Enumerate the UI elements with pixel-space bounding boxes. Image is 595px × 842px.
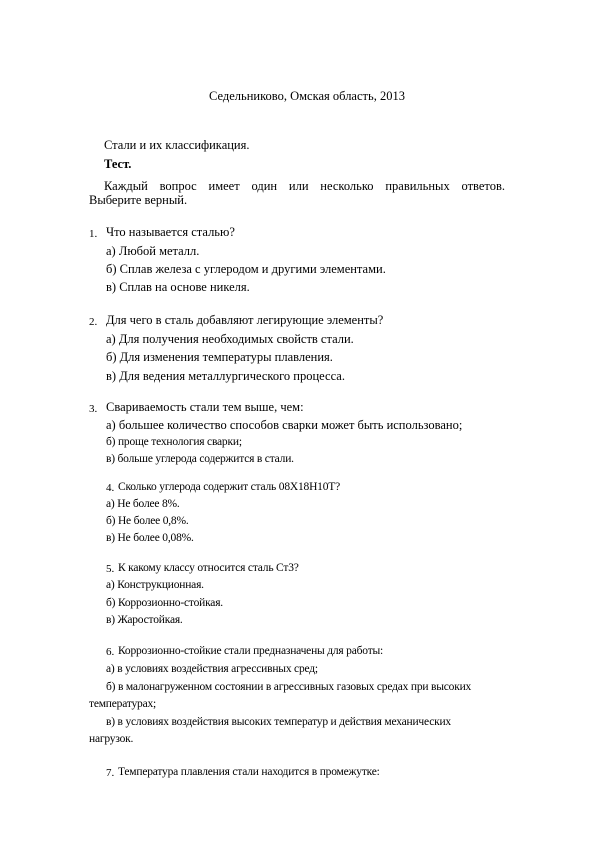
question-2-option-b: б) Для изменения температуры плавления. xyxy=(106,350,333,364)
question-7-number: 7. xyxy=(106,767,115,779)
question-4-option-c: в) Не более 0,08%. xyxy=(106,532,194,544)
instructions-line-1: Каждый вопрос имеет один или несколько правильных ответов. xyxy=(104,179,505,193)
question-2-option-c: в) Для ведения металлургического процесса. xyxy=(106,369,345,383)
question-1-option-c: в) Сплав на основе никеля. xyxy=(106,280,250,294)
question-5-text: К какому классу относится сталь Ст3? xyxy=(118,562,299,574)
question-4-number: 4. xyxy=(106,482,115,494)
question-1-option-b: б) Сплав железа с углеродом и другими элементами. xyxy=(106,262,386,276)
question-3-number: 3. xyxy=(89,403,98,415)
question-4-option-b: б) Не более 0,8%. xyxy=(106,515,189,527)
question-7-text: Температура плавления стали находится в промежутке: xyxy=(118,766,380,778)
question-1-number: 1. xyxy=(89,228,98,240)
question-5-option-b: б) Коррозионно-стойкая. xyxy=(106,597,223,609)
question-6-text: Коррозионно-стойкие стали предназначены для работы: xyxy=(118,645,384,657)
test-title: Стали и их классификация. xyxy=(104,138,250,152)
question-6-option-c: в) в условиях воздействия высоких температур и действия механических xyxy=(106,716,451,728)
question-6-option-b: б) в малонагруженном состоянии в агрессивных газовых средах при высоких xyxy=(106,681,472,693)
question-6-number: 6. xyxy=(106,646,115,658)
question-5-option-c: в) Жаростойкая. xyxy=(106,614,183,626)
page-header: Седельниково, Омская область, 2013 xyxy=(209,89,405,103)
question-3-text: Свариваемость стали тем выше, чем: xyxy=(106,400,304,414)
instructions-line-2: Выберите верный. xyxy=(89,193,188,207)
question-2-text: Для чего в сталь добавляют легирующие элементы? xyxy=(106,313,384,327)
question-1-text: Что называется сталью? xyxy=(106,225,235,239)
test-subtitle: Тест. xyxy=(104,157,132,171)
question-3-option-b: б) проще технология сварки; xyxy=(106,436,242,448)
question-5-option-a: а) Конструкционная. xyxy=(106,579,204,591)
question-3-option-c: в) больше углерода содержится в стали. xyxy=(106,453,294,465)
question-3-option-a: а) большее количество способов сварки может быть использовано; xyxy=(106,418,463,432)
question-4-option-a: а) Не более 8%. xyxy=(106,498,180,510)
question-4-text: Сколько углерода содержит сталь 08Х18Н10Т? xyxy=(118,481,341,493)
question-5-number: 5. xyxy=(106,563,115,575)
question-2-number: 2. xyxy=(89,316,98,328)
question-6-option-a: а) в условиях воздействия агрессивных сред; xyxy=(106,663,318,675)
question-2-option-a: а) Для получения необходимых свойств стали. xyxy=(106,332,354,346)
question-6-option-b-cont: температурах; xyxy=(89,698,157,710)
question-1-option-a: а) Любой металл. xyxy=(106,244,200,258)
question-6-option-c-cont: нагрузок. xyxy=(89,733,134,745)
